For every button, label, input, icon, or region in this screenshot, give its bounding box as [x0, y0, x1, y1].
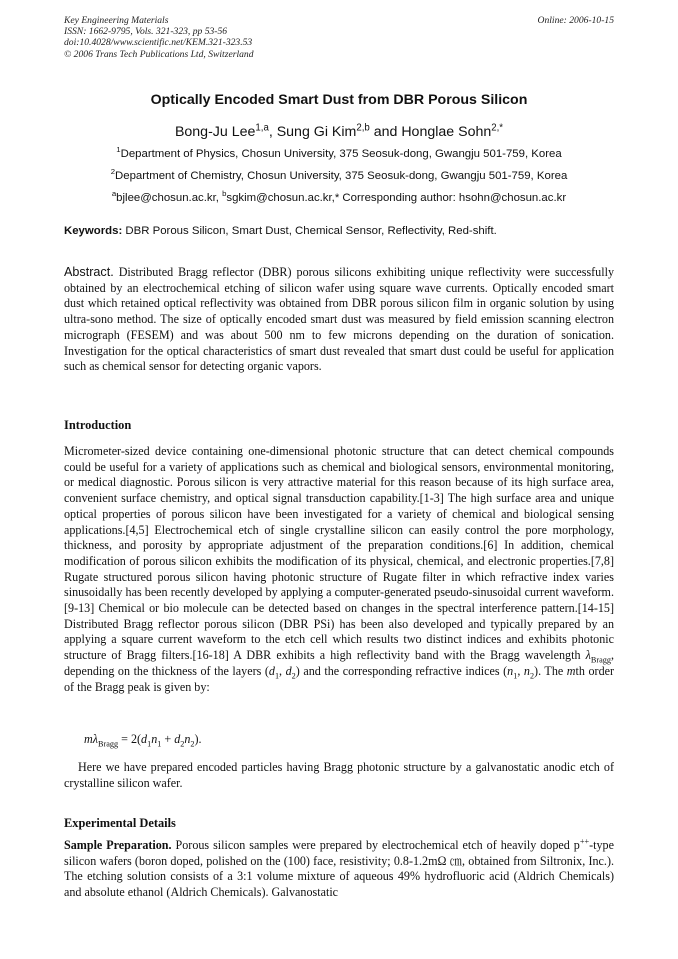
email-sup: b	[222, 189, 227, 199]
subsection-label: Sample Preparation.	[64, 838, 172, 852]
introduction-paragraph-2: Here we have prepared encoded particles having Bragg photonic structure by a galvanostatic anodic etch of crystalline silicon wafer.	[64, 760, 614, 790]
journal-header	[64, 15, 614, 60]
var-d: d	[268, 663, 275, 678]
doi-line: doi:10.4028/www.scientific.net/KEM.321-323.53	[64, 37, 253, 49]
subscript: 1	[513, 671, 518, 681]
eq-text: ).	[194, 732, 202, 746]
subscript: 2	[529, 671, 535, 681]
affiliation-text: Department of Physics, Chosun University, 375 Seosuk-dong, Gwangju 501-759, Korea	[120, 148, 562, 160]
eq-text: = 2(	[118, 732, 142, 746]
intro-text: ,	[279, 663, 286, 678]
eq-sub: 2	[190, 739, 195, 749]
author-sup: 2,*	[491, 122, 504, 134]
bragg-equation	[84, 732, 202, 747]
email-line	[0, 189, 678, 204]
affiliation-sup: 2	[110, 167, 116, 177]
var-n: n	[523, 663, 530, 678]
copyright-line: © 2006 Trans Tech Publications Ltd, Switzerland	[64, 48, 254, 60]
journal-name: Key Engineering Materials	[64, 15, 169, 26]
author-sup: 1,a	[255, 122, 269, 134]
keywords	[64, 225, 614, 237]
keywords-text: DBR Porous Silicon, Smart Dust, Chemical Sensor, Reflectivity, Red-shift.	[122, 225, 497, 237]
abstract	[64, 265, 614, 375]
exp-text: -type silicon wafers (boron doped, polished on the (100) face, resistivity; 0.8-1.2mΩ ㎝, obtained from Siltronix, Inc.). The etching solution consists of a 3:1 volume mixture of aqueous 49% hydrofluoric acid (Aldrich Chemicals) and absolute ethanol (Aldrich Chemicals). Galvanostatic	[64, 838, 614, 900]
paper-title: Optically Encoded Smart Dust from DBR Porous Silicon	[150, 92, 528, 108]
eq-d: d	[141, 732, 148, 746]
intro-text: ). The	[534, 663, 567, 678]
affiliation-1	[0, 145, 678, 160]
affiliation-text: Department of Chemistry, Chosun University, 375 Seosuk-dong, Gwangju 501-759, Korea	[115, 170, 568, 182]
eq-d: d	[174, 732, 181, 746]
eq-sub: 1	[147, 739, 152, 749]
abstract-text: Distributed Bragg reflector (DBR) porous silicons exhibiting unique reflectivity were successfully obtained by an electrochemical etching of silicon wafer using square wave currents. Optically encoded smart dust which retained optical reflectivity was obtained from DBR porous silicon film in organic solution by using ultra-sono method. The size of optically encoded smart dust was measured by field emission scanning electron micrograph (FESEM) and was about 500 nm to few microns depending on the duration of sonication. Investigation for the optical characteristics of smart dust revealed that smart dust could be useful for application such as chemical sensor for detecting organic vapors.	[64, 265, 614, 374]
email-text: bjlee@chosun.ac.kr,	[116, 192, 223, 204]
section-heading-introduction: Introduction	[64, 418, 132, 432]
author-name: Sung Gi Kim	[276, 124, 357, 140]
email-text: sgkim@chosun.ac.kr,* Corresponding author: hsohn@chosun.ac.kr	[226, 192, 567, 204]
var-d: d	[285, 663, 292, 678]
intro-text: , depending on the thickness of the layers (	[64, 648, 614, 678]
eq-m: m	[84, 732, 93, 746]
abstract-label: Abstract.	[64, 265, 114, 279]
subscript: 2	[291, 671, 296, 681]
bragg-subscript: Bragg	[590, 655, 611, 665]
intro-text: Micrometer-sized device containing one-dimensional photonic structure that can detect chemical compounds could be useful for a variety of applications such as chemical and biological sensors, environmental monitoring, or medical diagnostic. Porous silicon is very attractive material for this reason because of its high surface area, convenient surface chemistry, and optical signal transduction capability.[1-3] The high surface area and unique optical properties of porous silicon have been investigated for a variety of chemical and biological sensing applications.[4,5] Electrochemical etch of single crystalline silicon can easily control the pore morphology, thickness, and porosity by appropriate adjustment of the preparation conditions.[6] In addition, chemical modification of porous silicon exhibits the modification of its physical, chemical, and electronic properties.[7,8] Rugate structured porous silicon having photonic structure of Rugate filter in which refractive index varies sinusoidally has been recently developed by applying a computer-generated pseudo-sinusoidal current waveform.[9-13] Chemical or bio molecule can be detected based on changes in the spectral interference pattern.[14-15] Distributed Bragg reflector porous silicon (DBR PSi) has been also developed and typically prepared by an applying a square current waveform to the etch cell which results two distinct indices and exhibits photonic structure of Bragg filters.[16-18] A DBR exhibits a high reflectivity band with the Bragg wavelength	[64, 444, 614, 663]
online-date: Online: 2006-10-15	[537, 15, 614, 26]
var-m: m	[566, 663, 576, 678]
introduction-paragraph	[64, 444, 614, 695]
keywords-label: Keywords:	[64, 225, 123, 237]
eq-text: +	[161, 732, 175, 746]
email-sup: a	[111, 189, 117, 199]
author-sep: and	[369, 124, 402, 140]
eq-sub: 1	[157, 739, 162, 749]
eq-n: n	[184, 732, 191, 746]
experimental-paragraph	[64, 838, 614, 901]
eq-bragg-sub: Bragg	[97, 739, 119, 749]
subscript: 1	[274, 671, 280, 681]
var-n: n	[507, 663, 514, 678]
eq-lambda: λ	[92, 732, 98, 746]
affiliation-2	[0, 167, 678, 182]
eq-sub: 2	[180, 739, 185, 749]
author-sup: 2,b	[356, 122, 370, 134]
lambda-symbol: λ	[585, 648, 591, 663]
author-name: Honglae Sohn	[401, 124, 492, 140]
doping-sup: ++	[579, 836, 590, 846]
eq-n: n	[151, 732, 158, 746]
exp-text: Porous silicon samples were prepared by electrochemical etch of heavily doped p	[171, 838, 580, 852]
author-sep: ,	[268, 124, 277, 140]
intro-text: ,	[517, 663, 524, 678]
affiliation-sup: 1	[116, 145, 121, 155]
intro-text: ) and the corresponding refractive indices (	[295, 663, 508, 678]
issn-line: ISSN: 1662-9795, Vols. 321-323, pp 53-56	[64, 26, 228, 38]
author-list	[0, 124, 678, 140]
section-heading-experimental: Experimental Details	[64, 816, 176, 830]
author-name: Bong-Ju Lee	[174, 124, 256, 140]
intro-text: th order of the Bragg peak is given by:	[64, 663, 615, 694]
